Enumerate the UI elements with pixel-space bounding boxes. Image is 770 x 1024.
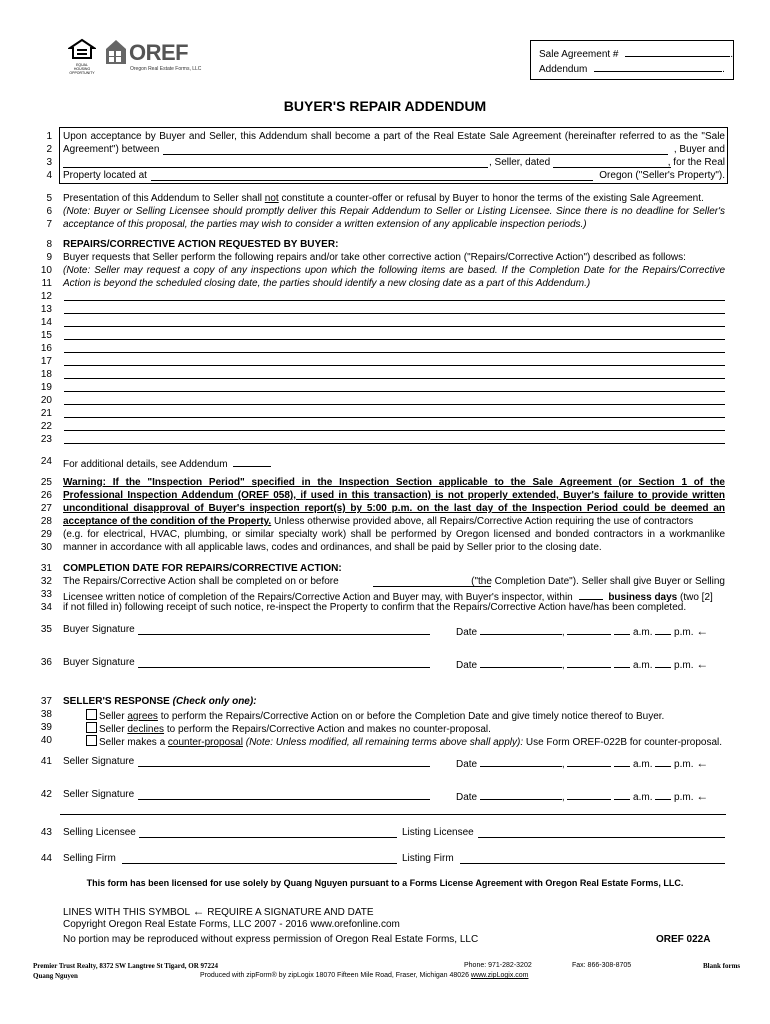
completion-heading: COMPLETION DATE FOR REPAIRS/CORRECTIVE ACTION: [63, 563, 342, 574]
oref-logo [104, 36, 204, 76]
seller-response-heading: SELLER'S RESPONSE (Check only one): [63, 696, 257, 707]
line-28: acceptance of the condition of the Property. Unless otherwise provided above, all Repairs/Corrective Action requiring the use of contractors [63, 516, 694, 527]
eho-text: EQUAL HOUSING OPPORTUNITY [69, 63, 95, 75]
buyer-signature-field-2[interactable] [138, 667, 430, 668]
buyer-time-field-1[interactable] [567, 624, 611, 635]
agrees-checkbox[interactable] [86, 709, 97, 720]
completion-date-text: ("the Completion Date"). Seller shall give Buyer or Selling [471, 576, 725, 587]
line-number: 2 [46, 144, 52, 155]
additional-details-label: For additional details, see Addendum [63, 459, 228, 470]
footer-agent: Quang Nguyen [33, 972, 78, 980]
line-5: Presentation of this Addendum to Seller shall not constitute a counter-offer or refusal by Buyer to honor the terms of the existing Sale Agreement. [63, 193, 704, 204]
seller-dated-text: , Seller, dated [489, 157, 551, 168]
sale-agreement-label: Sale Agreement # [539, 49, 619, 60]
footer-blank-forms: Blank forms [703, 962, 741, 970]
selling-licensee-label: Selling Licensee [63, 827, 136, 838]
no-portion-notice: No portion may be reproduced without express permission of Oregon Real Estate Forms, LLC [63, 934, 479, 945]
listing-firm-label: Listing Firm [402, 853, 454, 864]
seller-signature-field-2[interactable] [138, 799, 430, 800]
listing-licensee-field[interactable] [478, 837, 725, 838]
footer-phone: Phone: 971-282-3202 [464, 962, 532, 969]
line-9: Buyer requests that Seller perform the following repairs and/or take other corrective action ("Repairs/Corrective Action") described as follows: [63, 252, 686, 263]
buyer-signature-field-1[interactable] [138, 634, 430, 635]
warning-line-25: Warning: If the "Inspection Period" specified in the Inspection Section applicable to the Sale Agreement (or Section 1 of the [63, 477, 725, 488]
line-33-text: Licensee written notice of completion of the Repairs/Corrective Action and Buyer may, with Buyer's inspector, within [63, 592, 573, 603]
license-notice: This form has been licensed for use solely by Quang Nguyen pursuant to a Forms License Agreement with Oregon Real Estate Forms, LLC. [86, 878, 684, 888]
line-10: (Note: Seller may request a copy of any inspections upon which the following items are based. If the Completion Date for the Repairs/Corrective [63, 265, 725, 276]
left-arrow-icon: ← [192, 904, 205, 918]
buyer-and-text: , Buyer and [673, 144, 725, 155]
line-4-text: Property located at [63, 170, 147, 181]
line-29: (e.g. for electrical, HVAC, plumbing, or similar specialty work) shall be performed by Oregon licensed and bonded contractors in a workmanlike [63, 529, 725, 540]
footer-fax: Fax: 866-308-8705 [572, 962, 632, 969]
repair-entry-line[interactable] [64, 391, 725, 392]
ziplogix-link[interactable]: www.zipLogix.com [470, 972, 529, 979]
line-number: 4 [46, 170, 52, 181]
warning-line-26: Professional Inspection Addendum (OREF 058), if used in this transaction) is not properly extended, Buyer's failure to provide written [63, 490, 725, 501]
sale-agreement-box: Sale Agreement # . Addendum . [530, 40, 734, 80]
buyer-signature-label-2: Buyer Signature [63, 657, 135, 668]
property-address-field[interactable] [151, 170, 593, 181]
listing-firm-field[interactable] [460, 863, 725, 864]
repair-entry-line[interactable] [64, 326, 725, 327]
selling-firm-field[interactable] [122, 863, 397, 864]
declines-checkbox[interactable] [86, 722, 97, 733]
line-11: Action is beyond the scheduled closing date, the parties should identify a new closing date as a part of this Addendum.) [63, 278, 591, 289]
repair-entry-line[interactable] [64, 430, 725, 431]
buyer-date-field-2[interactable] [480, 657, 562, 668]
additional-addendum-field[interactable] [233, 456, 271, 467]
counter-proposal-checkbox[interactable] [86, 735, 97, 746]
repair-entry-line[interactable] [64, 300, 725, 301]
line-number: 3 [46, 157, 52, 168]
footer-company: Premier Trust Realty, 8372 SW Langtree St Tigard, OR 97224 [33, 962, 219, 970]
oregon-property-text: Oregon ("Seller's Property"). [599, 170, 725, 181]
option-agrees: Seller agrees to perform the Repairs/Corrective Action on or before the Completion Date and give timely notice thereof to Buyer. [86, 709, 725, 723]
left-arrow-icon: ← [696, 756, 709, 770]
line-34: if not filled in) following receipt of such notice, re-inspect the Property to confirm that the Repairs/Corrective Action have/has been completed. [63, 602, 687, 613]
seller-signature-label-1: Seller Signature [63, 756, 135, 767]
repairs-heading: REPAIRS/CORRECTIVE ACTION REQUESTED BY BUYER: [63, 239, 339, 250]
line-number: 1 [46, 131, 52, 142]
line-7: acceptance of this proposal, the parties may wish to consider a written extension of any applicable inspection periods.) [63, 219, 587, 230]
addendum-field[interactable] [594, 61, 722, 72]
line-1: Upon acceptance by Buyer and Seller, this Addendum shall become a part of the Real Estate Sale Agreement (hereinafter referred to as the "Sale [63, 131, 725, 142]
seller-signature-label-2: Seller Signature [63, 789, 135, 800]
buyer-time-field-2[interactable] [567, 657, 611, 668]
repair-entry-line[interactable] [64, 352, 725, 353]
line-32-text: The Repairs/Corrective Action shall be completed on or before [63, 576, 339, 587]
option-declines: Seller declines to perform the Repairs/Corrective Action and makes no counter-proposal. [86, 722, 725, 736]
listing-licensee-label: Listing Licensee [402, 827, 474, 838]
repair-entry-line[interactable] [64, 404, 725, 405]
buyer-name-field[interactable] [163, 144, 668, 155]
eho-logo [68, 38, 96, 75]
left-arrow-icon: ← [696, 657, 709, 671]
addendum-label: Addendum [539, 64, 588, 75]
selling-firm-label: Selling Firm [63, 853, 116, 864]
seller-date-field-2[interactable] [480, 789, 562, 800]
copyright: Copyright Oregon Real Estate Forms, LLC 2007 - 2016 www.orefonline.com [63, 919, 400, 930]
footer-produced: Produced with zipForm® by zipLogix 18070 Fifteen Mile Road, Fraser, Michigan 48026 www.zipLogix.com [200, 972, 529, 979]
selling-licensee-field[interactable] [139, 837, 397, 838]
equal-housing-icon [68, 38, 96, 60]
buyer-signature-label-1: Buyer Signature [63, 624, 135, 635]
repair-entry-line[interactable] [64, 313, 725, 314]
sale-agreement-field[interactable] [625, 46, 730, 57]
left-arrow-icon: ← [696, 624, 709, 638]
business-days-field[interactable] [579, 589, 603, 600]
logo-subtitle: Oregon Real Estate Forms, LLC [130, 66, 202, 72]
warning-line-27: unconditional disapproval of Buyer's inspection report(s) by 5:00 p.m. on the last day of the Inspection Period could be deemed an [63, 503, 725, 514]
line-6: (Note: Buyer or Selling Licensee should promptly deliver this Repair Addendum to Seller or Listing Licensee. Since there is no deadline for Seller's [63, 206, 725, 217]
line-2-text: Agreement") between [63, 144, 160, 155]
form-id: OREF 022A [656, 934, 711, 945]
seller-time-field-2[interactable] [567, 789, 611, 800]
seller-signature-field-1[interactable] [138, 766, 430, 767]
page-title: BUYER'S REPAIR ADDENDUM [283, 98, 487, 114]
option-counter: Seller makes a counter-proposal (Note: Unless modified, all remaining terms above shall apply): Use Form OREF-022B for counter-proposal. [86, 735, 725, 749]
section-divider [60, 814, 726, 815]
repair-entry-line[interactable] [64, 378, 725, 379]
line-30: manner in accordance with all applicable laws, codes and ordinances, and shall be paid by Seller prior to the closing date. [63, 542, 602, 553]
repair-entry-line[interactable] [64, 443, 725, 444]
seller-name-field[interactable] [63, 157, 488, 168]
left-arrow-icon: ← [696, 789, 709, 803]
logo-name: OREF [129, 40, 189, 65]
seller-date-field-1[interactable] [480, 756, 562, 767]
repair-entry-line[interactable] [64, 365, 725, 366]
repair-entry-line[interactable] [64, 417, 725, 418]
buyer-date-field-1[interactable] [480, 624, 562, 635]
for-real-text: , for the Real [667, 157, 725, 168]
signature-symbol-note: LINES WITH THIS SYMBOL ← REQUIRE A SIGNATURE AND DATE [63, 904, 374, 918]
repair-entry-line[interactable] [64, 339, 725, 340]
oref-house-icon [104, 38, 128, 66]
seller-time-field-1[interactable] [567, 756, 611, 767]
sale-date-field[interactable] [553, 157, 671, 168]
